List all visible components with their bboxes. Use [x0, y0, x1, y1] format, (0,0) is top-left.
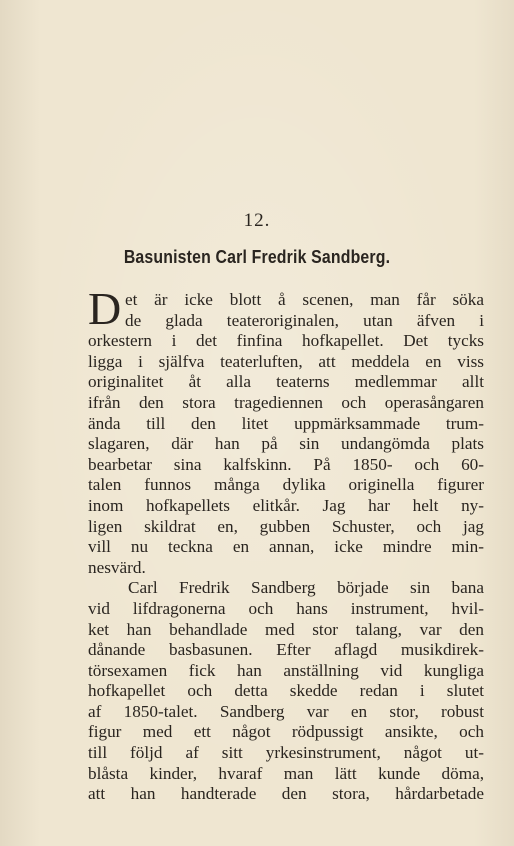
- text-line: vid lifdragonerna och hans instrument, hvil-: [88, 598, 484, 618]
- text-line: de glada teateroriginalen, utan äfven i: [125, 310, 484, 330]
- text-line: ända till den litet uppmärksammade trum-: [88, 413, 484, 433]
- text-line: dånande basbasunen. Efter aflagd musikdirek-: [88, 640, 484, 660]
- drop-cap: D: [88, 283, 122, 334]
- text-line: till följd af sitt yrkesinstrument, något ut-: [88, 743, 484, 763]
- text-line: törsexamen fick han anställning vid kungliga: [88, 660, 484, 680]
- text-line: figur med ett något rödpussigt ansikte, och: [88, 722, 484, 742]
- text-line: ligen skildrat en, gubben Schuster, och jag: [88, 516, 484, 536]
- text-line: et är icke blott å scenen, man får söka: [125, 290, 484, 309]
- text-line: ifrån den stora tragediennen och operasångaren: [88, 392, 484, 412]
- text-line: blåsta kinder, hvaraf man lätt kunde döma,: [88, 763, 484, 783]
- text-line: Carl Fredrik Sandberg började sin bana: [128, 578, 484, 598]
- text-line: nesvärd.: [88, 557, 146, 577]
- text-line: ligga i själfva teaterluften, att meddela en viss: [88, 351, 484, 371]
- text-line: bearbetar sina kalfskinn. På 1850- och 60-: [88, 454, 484, 474]
- text-line: orkestern i det finfina hofkapellet. Det tycks: [88, 331, 484, 351]
- text-line: inom hofkapellets elitkår. Jag har helt ny-: [88, 495, 484, 515]
- text-line: att han handterade den stora, hårdarbetade: [88, 784, 484, 804]
- text-line: slagaren, där han på sin undangömda plats: [88, 434, 484, 454]
- text-line: originalitet åt alla teaterns medlemmar allt: [88, 372, 484, 392]
- text-line: af 1850-talet. Sandberg var en stor, robust: [88, 701, 484, 721]
- text-line: talen funnos många dylika originella figurer: [88, 475, 484, 495]
- body-text: [88, 290, 484, 805]
- chapter-number: 12.: [243, 210, 271, 231]
- text-line: ket han behandlade med stor talang, var den: [88, 619, 484, 639]
- text-line: hofkapellet och detta skedde redan i slutet: [88, 681, 484, 701]
- text-line: vill nu teckna en annan, icke mindre min-: [88, 537, 484, 557]
- chapter-title: Basunisten Carl Fredrik Sandberg.: [123, 247, 391, 267]
